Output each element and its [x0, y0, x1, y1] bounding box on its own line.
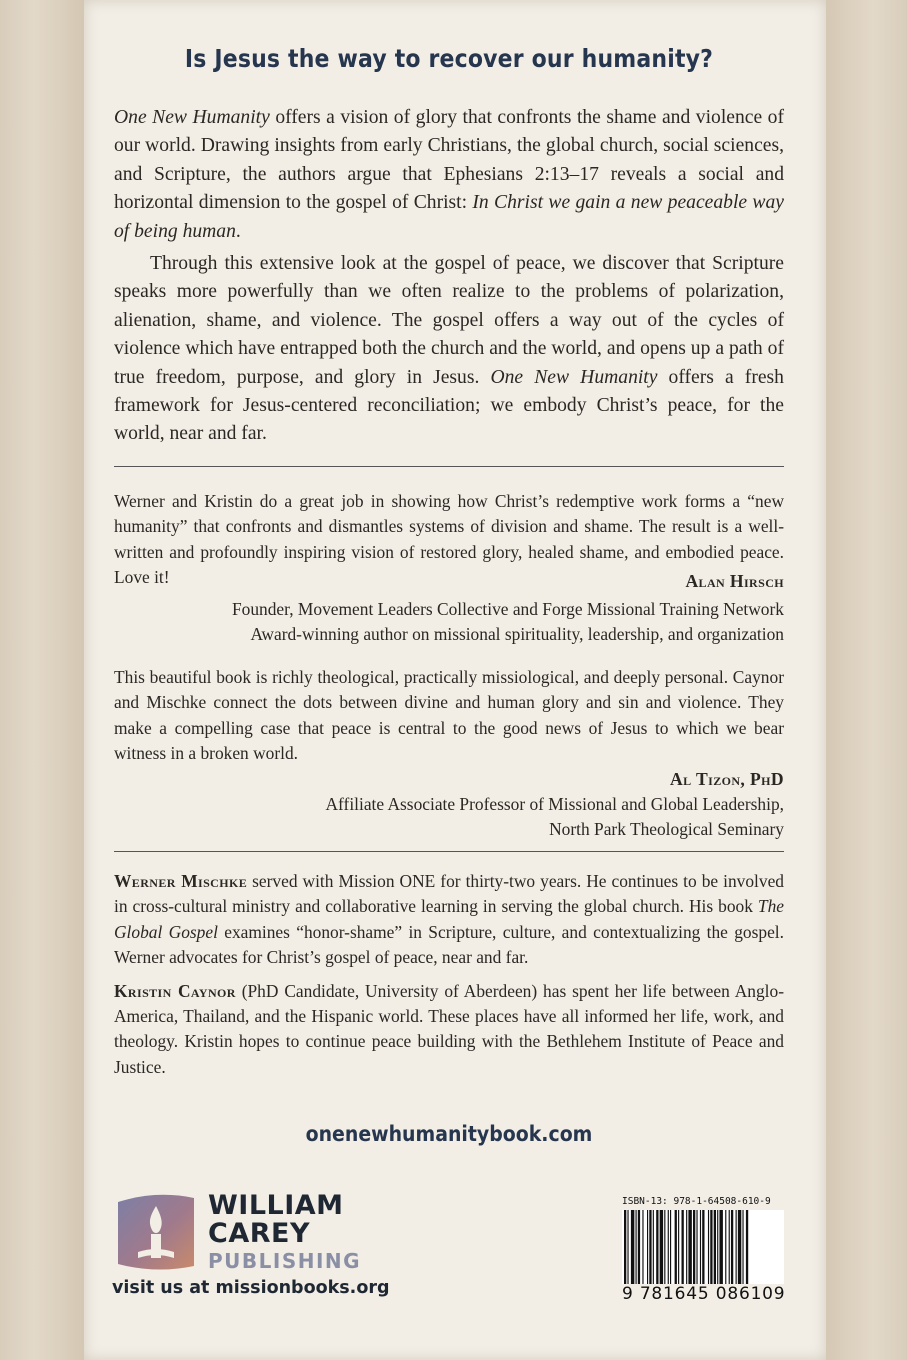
book-title: One New Humanity	[490, 366, 658, 388]
cover-edge-left	[0, 0, 84, 1360]
endorser-affiliation: Award-winning author on missional spirituality, leadership, and organization	[250, 624, 784, 645]
barcode-bar	[660, 1210, 663, 1284]
endorser-affiliation: North Park Theological Seminary	[549, 819, 784, 840]
cover-edge-right	[823, 0, 907, 1360]
barcode-bar	[668, 1210, 669, 1284]
endorsement-1	[114, 489, 784, 648]
barcode-bar	[714, 1210, 716, 1284]
candle-logo-icon	[112, 1188, 200, 1276]
barcode-bar	[653, 1210, 654, 1284]
barcode-bar	[631, 1210, 634, 1284]
barcode-bar	[702, 1210, 704, 1284]
endorsement-quote: This beautiful book is richly theological, practically missiological, and deeply personal. Caynor and Mischke connect the dots between divine and human glory and sin and violence. They make a compelling case that peace is central to the good news of Jesus to which we bear witness in a broken world.	[114, 667, 784, 764]
barcode-bar	[693, 1210, 695, 1284]
barcode-bar	[642, 1210, 643, 1284]
isbn-digits: 9 781645 086109	[622, 1284, 786, 1304]
barcode-bar	[708, 1210, 709, 1284]
barcode-bar	[738, 1210, 741, 1284]
barcode-bar	[717, 1210, 718, 1284]
barcode-bar	[682, 1210, 684, 1284]
barcode-bar	[742, 1210, 743, 1284]
barcode-bar	[696, 1210, 697, 1284]
isbn-barcode	[622, 1196, 784, 1312]
author-name: Werner Mischke	[114, 871, 248, 891]
barcode-bar	[736, 1210, 737, 1284]
barcode-bar	[649, 1210, 651, 1284]
author-bios	[114, 869, 784, 1088]
description-paragraph-2: Through this extensive look at the gospel of peace, we discover that Scripture speaks more powerfully than we often realize to the problems of polarization, alienation, shame, and violence. The gospel offers a way out of the cycles of violence which have entrapped both the church and the world, and opens up a path of true freedom, purpose, and glory in Jesus. One New Humanity offers a fresh framework for Jesus-centered reconciliation; we embody Christ’s peace, for the world, near and far.	[114, 253, 784, 445]
barcode-bar	[670, 1210, 671, 1284]
barcode-bar	[624, 1210, 626, 1284]
endorser-affiliation: Affiliate Associate Professor of Missional and Global Leadership,	[325, 794, 784, 815]
barcode-bar	[638, 1210, 640, 1284]
barcode-bar	[710, 1210, 712, 1284]
publisher-name: WILLIAM CAREY PUBLISHING	[208, 1190, 362, 1273]
barcode-bar	[686, 1210, 687, 1284]
barcode-bar	[700, 1210, 701, 1284]
barcode-bar	[627, 1210, 628, 1284]
book-description	[114, 104, 784, 449]
barcode-bar	[719, 1210, 722, 1284]
divider	[114, 466, 784, 467]
publisher-logo	[112, 1188, 390, 1308]
barcode-bar	[725, 1210, 726, 1284]
barcode-bar	[636, 1210, 637, 1284]
barcode-bar	[688, 1210, 691, 1284]
description-paragraph-1: One New Humanity offers a vision of glory that confronts the shame and violence of our world. Drawing insights from early Christians, the global church, social sciences, and Scripture, the authors argue that Ephesians 2:13–17 reveals a social and horizontal dimension to the gospel of Christ: In Christ we gain a new peaceable way of being human.	[114, 107, 784, 242]
endorser-affiliation: Founder, Movement Leaders Collective and Forge Missional Training Network	[231, 599, 784, 620]
barcode-bars	[622, 1210, 784, 1284]
endorser-name: Alan Hirsch	[685, 570, 784, 591]
endorsement-quote: Werner and Kristin do a great job in showing how Christ’s redemptive work forms a “new humanity” that confronts and dismantles systems of division and shame. The result is a well-written and profoundly inspiring vision of restored glory, healed shame, and embodied peace. Love it!	[114, 491, 784, 588]
barcode-bar	[656, 1210, 658, 1284]
publisher-website-link[interactable]: visit us at missionbooks.org	[112, 1278, 390, 1298]
book-title: The Global Gospel	[114, 896, 784, 942]
barcode-bar	[731, 1210, 733, 1284]
author-name: Kristin Caynor	[114, 980, 236, 1001]
divider	[114, 851, 784, 852]
book-title: One New Humanity	[114, 107, 270, 128]
bio-kristin: Kristin Caynor (PhD Candidate, University of Aberdeen) has spent her life between Anglo-America, Thailand, and the Hispanic world. These places have all informed her life, work, and theology. Kristin hopes to continue peace building with the Bethlehem Institute of Peace and Justice.	[114, 980, 784, 1077]
barcode-bar	[729, 1210, 730, 1284]
barcode-bar	[647, 1210, 648, 1284]
barcode-bar	[746, 1210, 748, 1284]
endorsement-2	[114, 665, 784, 843]
isbn-label: ISBN-13: 978-1-64508-610-9	[622, 1196, 771, 1207]
website-link[interactable]: onenewhumanitybook.com	[305, 1122, 593, 1146]
headline: Is Jesus the way to recover our humanity?	[184, 44, 714, 73]
bio-werner: Werner Mischke served with Mission ONE for thirty-two years. He continues to be involved in cross-cultural ministry and collaborative learning in serving the global church. His book The Global Gospel examines “honor-shame” in Scripture, culture, and contextualizing the gospel. Werner advocates for Christ’s gospel of peace, near and far.	[114, 871, 784, 968]
barcode-bar	[675, 1210, 677, 1284]
barcode-bar	[664, 1210, 665, 1284]
endorser-name: Al Tizon, PhD	[670, 768, 784, 789]
barcode-bar	[678, 1210, 679, 1284]
